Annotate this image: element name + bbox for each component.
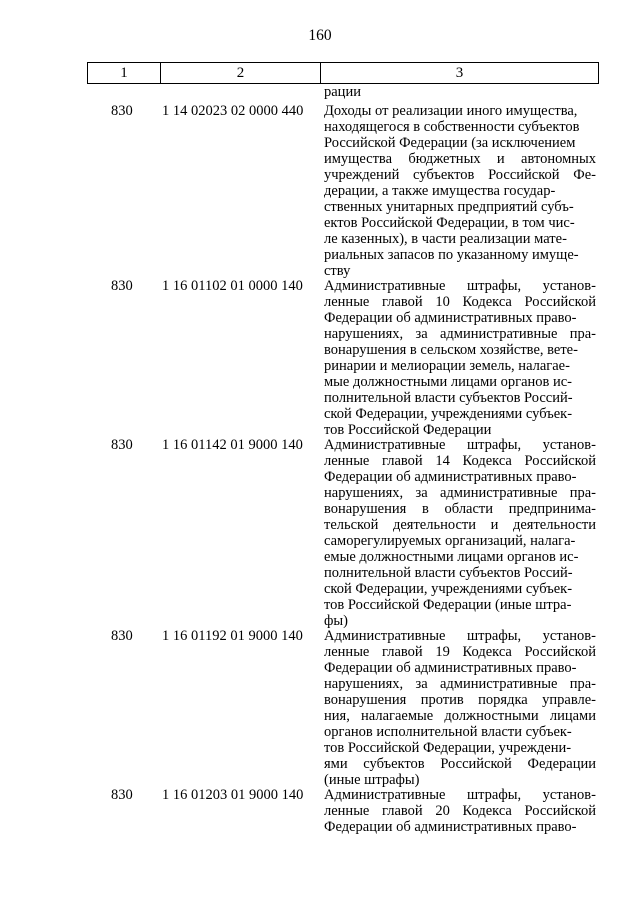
- admin-code: 830: [111, 787, 133, 803]
- income-description: [324, 628, 596, 788]
- text-line: полнительной власти субъектов Россий-: [324, 565, 573, 581]
- text-line: ленные главой 20 Кодекса Российской: [324, 803, 596, 819]
- admin-code: 830: [111, 437, 133, 453]
- text-line: имущества бюджетных и автономных: [324, 151, 596, 167]
- table-header: [87, 62, 599, 84]
- income-description: [324, 278, 596, 438]
- text-line: Административные штрафы, установ-: [324, 787, 596, 803]
- text-line: ленные главой 19 Кодекса Российской: [324, 644, 596, 660]
- text-line: нарушениях, за административные пра-: [324, 676, 596, 692]
- admin-code: 830: [111, 278, 133, 294]
- text-line: тов Российской Федерации, учреждени-: [324, 740, 572, 756]
- budget-class-code: 1 14 02023 02 0000 440: [162, 103, 304, 119]
- text-line: фы): [324, 613, 348, 629]
- text-line: (иные штрафы): [324, 772, 420, 788]
- page-number: 160: [308, 27, 332, 44]
- text-line: тельской деятельности и деятельности: [324, 517, 596, 533]
- text-line: тов Российской Федерации: [324, 422, 492, 438]
- text-line: Федерации об административных право-: [324, 469, 577, 485]
- text-line: ектов Российской Федерации, в том чис-: [324, 215, 575, 231]
- income-description: [324, 787, 596, 835]
- text-line: емые должностными лицами органов ис-: [324, 549, 579, 565]
- text-line: ственных унитарных предприятий субъ-: [324, 199, 574, 215]
- income-description: [324, 103, 596, 279]
- text-line: вонарушения в сельском хозяйстве, вете-: [324, 342, 578, 358]
- text-line: органов исполнительной власти субъек-: [324, 724, 572, 740]
- text-line: дерации, а также имущества государ-: [324, 183, 556, 199]
- budget-class-code: 1 16 01192 01 9000 140: [162, 628, 303, 644]
- text-line: полнительной власти субъектов Россий-: [324, 390, 573, 406]
- budget-class-code: 1 16 01142 01 9000 140: [162, 437, 303, 453]
- text-line: ству: [324, 263, 351, 279]
- text-line: учреждений субъектов Российской Фе-: [324, 167, 596, 183]
- budget-class-code: 1 16 01203 01 9000 140: [162, 787, 304, 803]
- text-line: ленные главой 14 Кодекса Российской: [324, 453, 596, 469]
- budget-class-code: 1 16 01102 01 0000 140: [162, 278, 303, 294]
- text-line: ской Федерации, учреждениями субъек-: [324, 406, 573, 422]
- text-line: нарушениях, за административные пра-: [324, 326, 596, 342]
- text-line: нарушениях, за административные пра-: [324, 485, 596, 501]
- text-line: ями субъектов Российской Федерации: [324, 756, 596, 772]
- text-line: ленные главой 10 Кодекса Российской: [324, 294, 596, 310]
- text-line: находящегося в собственности субъектов: [324, 119, 580, 135]
- continuation-text: [324, 84, 596, 100]
- text-line: Административные штрафы, установ-: [324, 278, 596, 294]
- text-line: тов Российской Федерации (иные штра-: [324, 597, 572, 613]
- header-col-2: 2: [161, 63, 321, 83]
- text-line: ле казенных), в части реализации мате-: [324, 231, 567, 247]
- text-line: Административные штрафы, установ-: [324, 628, 596, 644]
- admin-code: 830: [111, 103, 133, 119]
- text-line: вонарушения в области предпринима-: [324, 501, 596, 517]
- text-line: риальных запасов по указанному имуще-: [324, 247, 579, 263]
- income-description: [324, 437, 596, 629]
- admin-code: 830: [111, 628, 133, 644]
- text-line: мые должностными лицами органов ис-: [324, 374, 573, 390]
- text-line: ния, налагаемые должностными лицами: [324, 708, 596, 724]
- header-col-1: 1: [88, 63, 161, 83]
- text-line: Российской Федерации (за исключением: [324, 135, 576, 151]
- header-col-3: 3: [455, 65, 464, 81]
- text-line: Федерации об административных право-: [324, 819, 577, 835]
- text-line: ринарии и мелиорации земель, налагае-: [324, 358, 570, 374]
- text-line: вонарушения против порядка управле-: [324, 692, 596, 708]
- text-line: ской Федерации, учреждениями субъек-: [324, 581, 573, 597]
- text-line: Административные штрафы, установ-: [324, 437, 596, 453]
- text-line: Федерации об административных право-: [324, 310, 577, 326]
- text-line: рации: [324, 84, 361, 100]
- text-line: саморегулируемых организаций, налага-: [324, 533, 576, 549]
- text-line: Доходы от реализации иного имущества,: [324, 103, 578, 119]
- text-line: Федерации об административных право-: [324, 660, 577, 676]
